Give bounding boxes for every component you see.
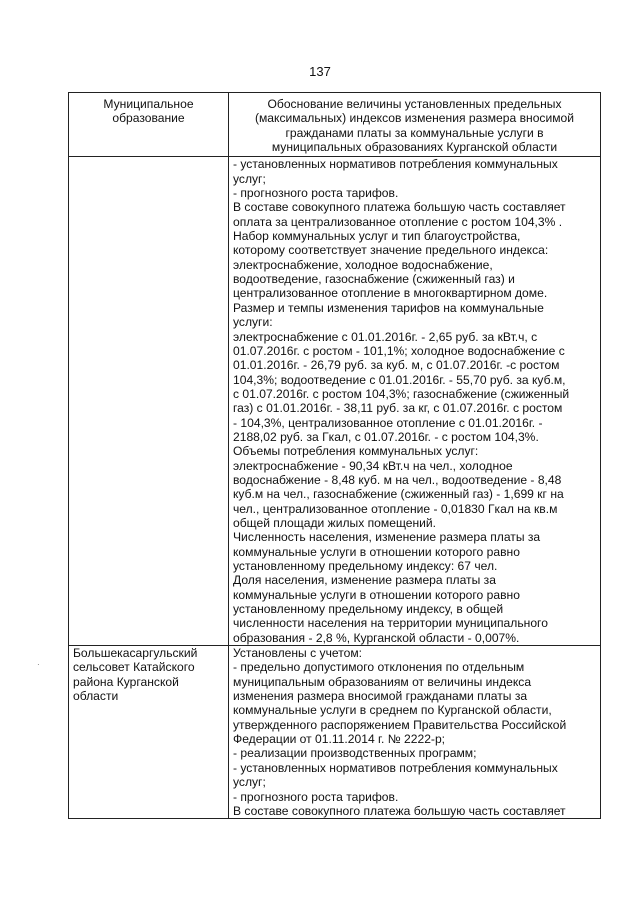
justification-text-line: - прогнозного роста тарифов. bbox=[233, 789, 399, 804]
justification-text-line: муниципальным образованиям от величины индекса bbox=[233, 674, 532, 689]
header-line: Муниципальное bbox=[103, 97, 194, 111]
justification-text-line: услуг; bbox=[233, 171, 266, 186]
header-line: гражданами платы за коммунальные услуги в bbox=[285, 125, 544, 140]
justification-text-line: коммунальные услуги в отношении которого равно bbox=[233, 587, 520, 602]
justification-text-line: установленному предельному индексу: 67 чел. bbox=[233, 559, 498, 573]
justification-text-line: общей площади жилых помещений. bbox=[233, 515, 437, 530]
justification-text-line: - предельно допустимого отклонения по отдельным bbox=[233, 660, 525, 675]
justification-text-line: - установленных нормативов потребления коммунальных bbox=[233, 157, 558, 172]
municipality-name-line: области bbox=[73, 689, 119, 704]
municipality-cell bbox=[69, 646, 229, 819]
justification-text-line: водоотведение, газоснабжение (сжиженный газ) и bbox=[233, 272, 515, 287]
justification-text-line: Численность населения, изменение размера платы за bbox=[233, 530, 541, 545]
justification-text-line: Установлены с учетом: bbox=[233, 646, 362, 661]
justification-text-line: услуги: bbox=[233, 315, 273, 330]
justification-text-line: 104,3%; водоотведение с 01.01.2016г. - 55,70 руб. за куб.м, bbox=[233, 372, 566, 387]
justification-text-line: которому соответствует значение предельного индекса: bbox=[233, 243, 549, 258]
justification-text-line: В составе совокупного платежа большую часть составляет bbox=[233, 803, 566, 818]
table-row bbox=[69, 157, 601, 646]
column-header-municipality bbox=[69, 93, 229, 157]
justification-text-line: образования - 2,8 %, Курганской области - 0,007%. bbox=[233, 630, 520, 645]
justification-text-line: численности населения на территории муниципального bbox=[233, 616, 548, 631]
municipality-cell bbox=[69, 157, 229, 646]
justification-text-line: утвержденного распоряжением Правительства Российской bbox=[233, 717, 567, 732]
header-line: образование bbox=[112, 111, 185, 126]
justification-text-line: услуг; bbox=[233, 775, 266, 790]
justification-text-line: - 104,3%, централизованное отопление с 01.01.2016г. - bbox=[233, 415, 543, 430]
justification-text-line: электроснабжение - 90,34 кВт.ч на чел., холодное bbox=[233, 458, 513, 473]
justification-text-line: коммунальные услуги в отношении которого равно bbox=[233, 544, 520, 559]
justification-text-line: - установленных нормативов потребления коммунальных bbox=[233, 760, 558, 775]
municipality-name-line: сельсовет Катайского bbox=[73, 660, 195, 675]
header-line: муниципальных образованиях Курганской области bbox=[271, 140, 558, 155]
justification-text-line: Размер и темпы изменения тарифов на коммунальные bbox=[233, 300, 544, 315]
header-line: Обоснование величины установленных предельных bbox=[267, 97, 562, 111]
justification-text-line: электроснабжение, холодное водоснабжение, bbox=[233, 257, 493, 272]
justification-text-line: централизованное отопление в многоквартирном доме. bbox=[233, 286, 548, 301]
column-header-justification bbox=[229, 93, 601, 157]
justification-text-line: оплата за централизованное отопление с ростом 104,3% . bbox=[233, 214, 563, 229]
justification-text-line: - прогнозного роста тарифов. bbox=[233, 186, 399, 201]
tariff-justification-table bbox=[68, 92, 601, 819]
justification-text-line: - реализации производственных программ; bbox=[233, 746, 477, 761]
justification-text-line: водоснабжение - 8,48 куб. м на чел., водоотведение - 8,48 bbox=[233, 472, 562, 487]
justification-cell bbox=[229, 646, 601, 819]
header-line: (максимальных) индексов изменения размера вносимой bbox=[254, 111, 575, 126]
margin-mark: · bbox=[37, 660, 40, 669]
justification-text-line: изменения размера вносимой гражданами платы за bbox=[233, 689, 528, 704]
justification-cell bbox=[229, 157, 601, 646]
justification-text-line: Доля населения, изменение размера платы за bbox=[233, 573, 496, 588]
municipality-name-line: Большекасаргульский bbox=[73, 646, 198, 661]
table-body bbox=[69, 157, 601, 819]
justification-text-line: Федерации от 01.11.2014 г. № 2222-р; bbox=[233, 732, 446, 747]
justification-text-line: В составе совокупного платежа большую часть составляет bbox=[233, 200, 566, 215]
justification-text-line: Объемы потребления коммунальных услуг: bbox=[233, 444, 479, 459]
municipality-name-line: района Курганской bbox=[73, 674, 179, 689]
justification-text-line: электроснабжение с 01.01.2016г. - 2,65 руб. за кВт.ч, с bbox=[233, 329, 538, 344]
justification-text-line: газ) с 01.01.2016г. - 38,11 руб. за кг, с 01.07.2016г. с ростом bbox=[233, 401, 563, 416]
table-header-row bbox=[69, 93, 601, 157]
justification-text-line: чел., централизованное отопление - 0,01830 Гкал на кв.м bbox=[233, 501, 558, 516]
justification-text-line: с 01.07.2016г. с ростом 104,3%; газоснабжение (сжиженный bbox=[233, 386, 570, 401]
justification-text-line: 01.01.2016г. - 26,79 руб. за куб. м, с 01.07.2016г. -с ростом bbox=[233, 358, 560, 373]
justification-text-line: установленному предельному индексу, в общей bbox=[233, 602, 504, 617]
page-number: 137 bbox=[309, 64, 331, 79]
table-row bbox=[69, 646, 601, 819]
justification-text-line: коммунальные услуги в среднем по Курганской области, bbox=[233, 703, 552, 718]
justification-text-line: 2188,02 руб. за Гкал, с 01.07.2016г. - с ростом 104,3%. bbox=[233, 429, 539, 444]
justification-text-line: 01.07.2016г. с ростом - 101,1%; холодное водоснабжение с bbox=[233, 343, 565, 358]
justification-text-line: куб.м на чел., газоснабжение (сжиженный газ) - 1,699 кг на bbox=[233, 487, 564, 502]
justification-text-line: Набор коммунальных услуг и тип благоустройства, bbox=[233, 229, 521, 244]
